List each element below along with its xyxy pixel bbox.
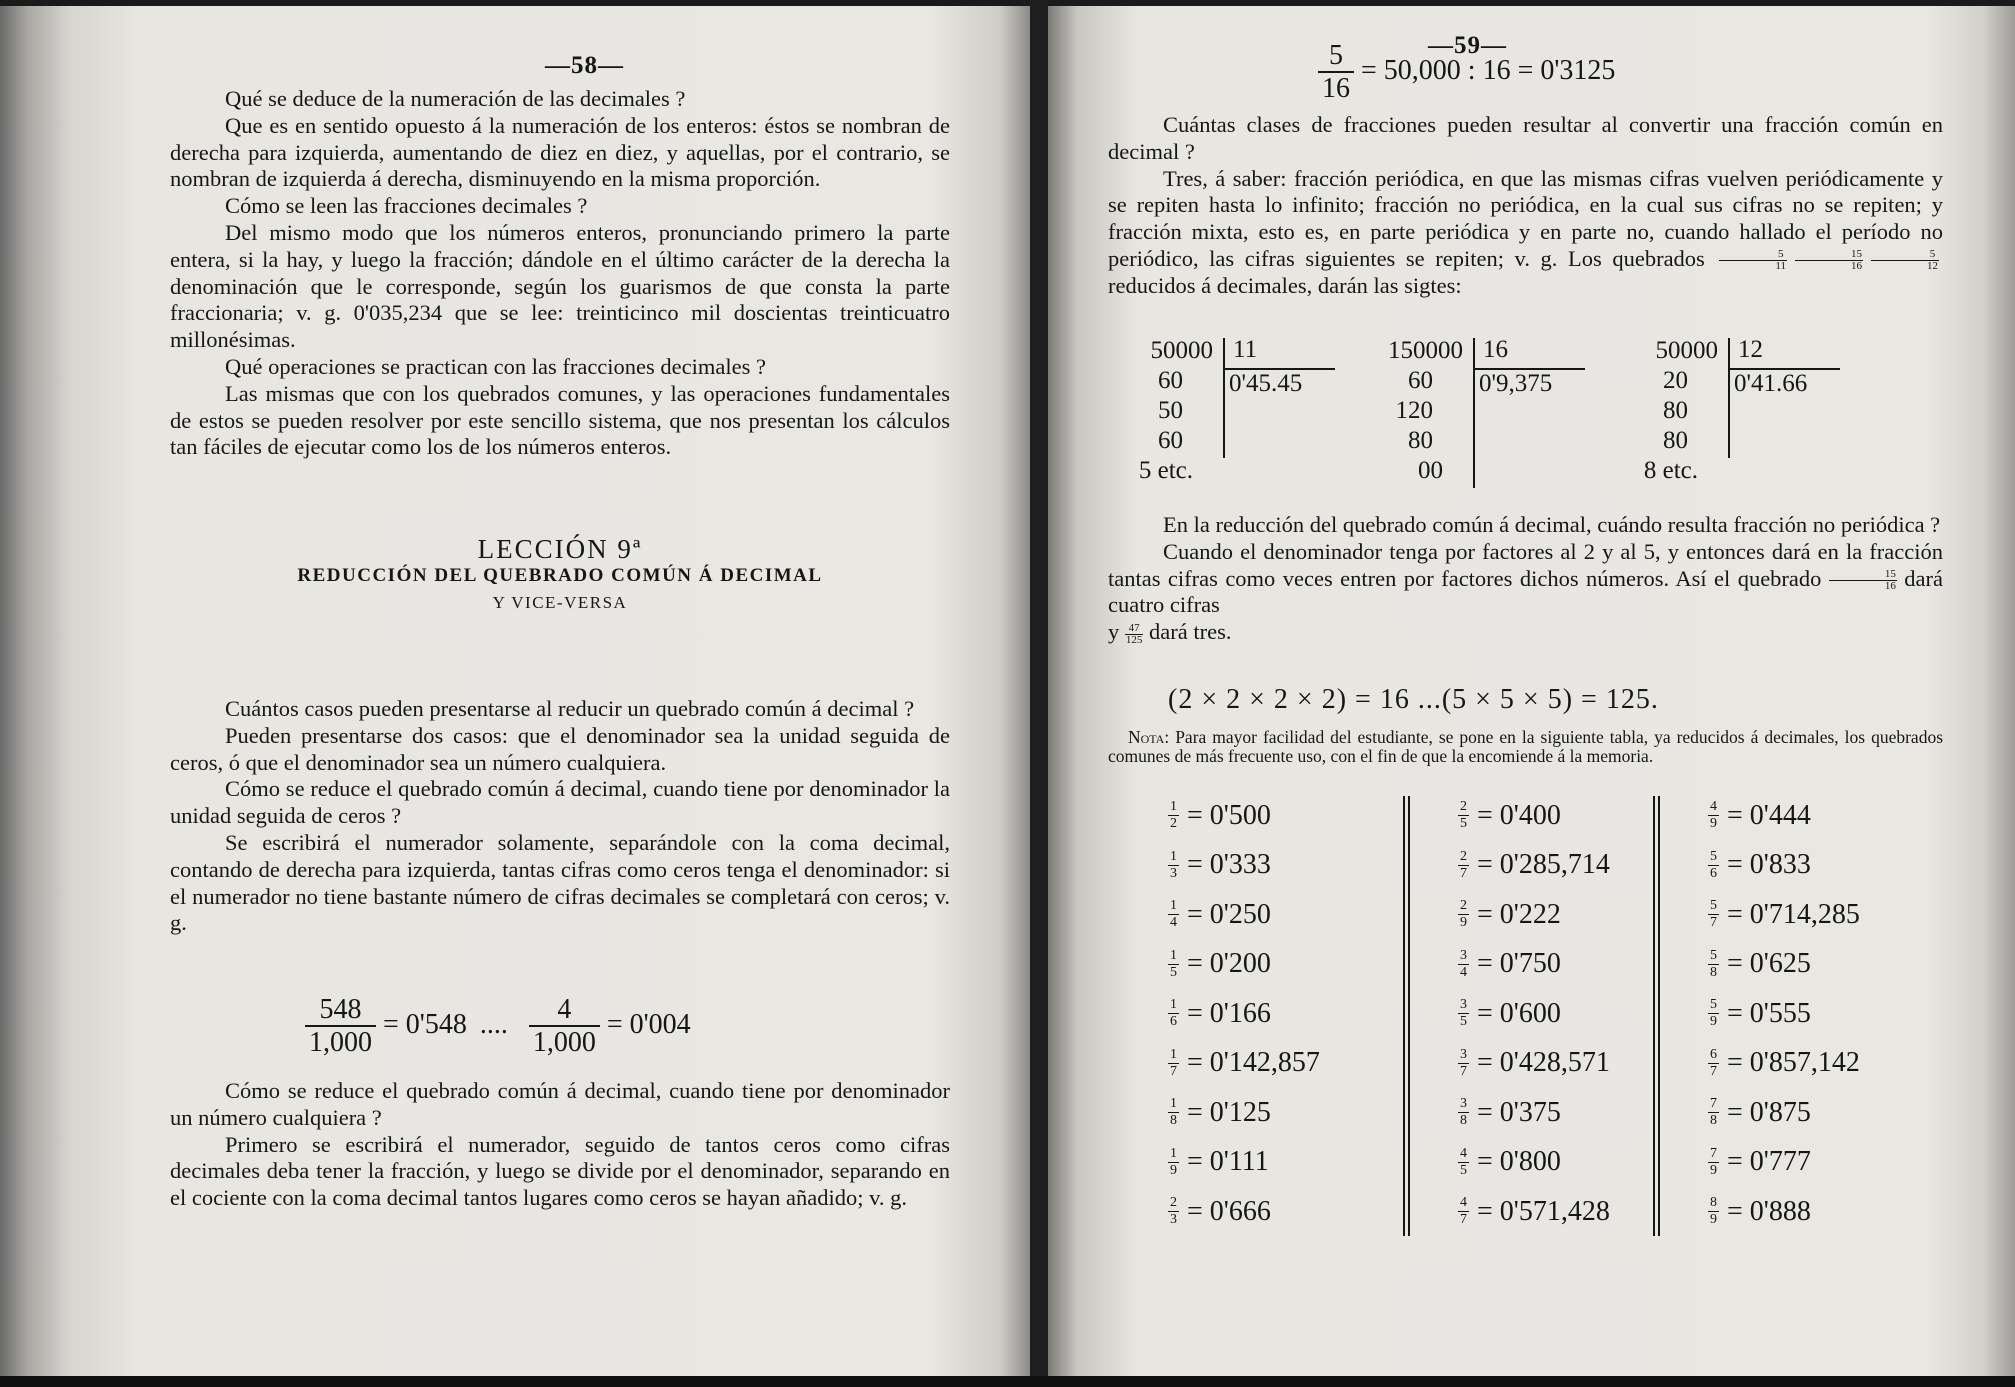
table-row <box>1708 791 1860 841</box>
division-step: 60 <box>1408 367 1433 394</box>
table-fraction: $\frac{7}{9}$ <box>1710 1145 1717 1178</box>
table-column-2 <box>1708 791 1860 1237</box>
table-decimal-value: = 0'428,571 <box>1477 1047 1610 1079</box>
table-separator <box>1658 796 1660 1236</box>
table-decimal-value: = 0'125 <box>1187 1096 1271 1128</box>
table-fraction: $\frac{1}{7}$ <box>1170 1046 1177 1079</box>
answer-5: Las mismas que con los quebrados comunes, y las operaciones fundamentales de estos se pueden resolver por este sencillo sistema, que nos presentan los cálculos tan fáciles de ejecutar como los de los números enteros. <box>170 380 950 460</box>
table-fraction: $\frac{5}{6}$ <box>1710 848 1717 881</box>
table-separator <box>1653 796 1655 1236</box>
table-row <box>1168 1138 1320 1188</box>
page-number-right: —59— <box>1428 32 1507 59</box>
section-title: REDUCCIÓN DEL QUEBRADO COMÚN Á DECIMAL <box>297 564 823 586</box>
note-block <box>1108 728 1943 766</box>
table-separator <box>1403 796 1405 1236</box>
table-fraction: $\frac{3}{8}$ <box>1460 1096 1467 1129</box>
division-step: 150000 <box>1388 337 1463 364</box>
table-row <box>1458 1138 1610 1188</box>
table-fraction: $\frac{1}{8}$ <box>1170 1096 1177 1129</box>
answer-fraction-types: Tres, á saber: fracción periódica, en que las mismas cifras vuelven periódicamente y se repiten hasta lo infinito; fracción no periódica, en la cual sus cifras no se repiten; y fracción mixta, esto es, en parte periódica y en parte no, cuando hallado el período no periódico, las cifras siguientes se repiten; v. g. Los quebrados $\frac{5}{11}$ $\frac{15}{16}$ $\frac{5}{12}$ reducidos á decimales, darán las sigtes: <box>1108 165 1943 298</box>
table-fraction: $\frac{1}{3}$ <box>1170 848 1177 881</box>
division-quotient: 0'41.66 <box>1734 370 1808 397</box>
table-decimal-value: = 0'142,857 <box>1187 1047 1320 1079</box>
table-row <box>1458 940 1610 990</box>
question-4: Qué operaciones se practican con las fracciones decimales ? <box>225 353 766 379</box>
question-0: Cuántos casos pueden presentarse al reducir un quebrado común á decimal ? <box>225 696 915 721</box>
division-bar <box>1223 338 1225 458</box>
right-text-block-2 <box>1108 512 1943 646</box>
division-divisor: 11 <box>1233 336 1258 363</box>
fraction-decimal-table <box>1118 791 1978 1241</box>
table-row <box>1168 1088 1320 1138</box>
table-decimal-value: = 0'800 <box>1477 1146 1561 1178</box>
table-row <box>1168 890 1320 940</box>
table-decimal-value: = 0'555 <box>1727 997 1811 1029</box>
book-gutter <box>1030 0 1048 1387</box>
example-result-1: = 0'548 <box>383 1008 467 1040</box>
table-fraction: $\frac{5}{9}$ <box>1710 997 1717 1030</box>
table-decimal-value: = 0'600 <box>1477 997 1561 1029</box>
table-row <box>1708 1138 1860 1188</box>
division-dividend <box>1598 336 1718 486</box>
table-decimal-value: = 0'333 <box>1187 849 1271 881</box>
question-non-periodic: En la reducción del quebrado común á decimal, cuándo resulta fracción no periódica ? <box>1163 512 1941 537</box>
left-text-block-3 <box>170 1078 950 1212</box>
factor-formula: (2 × 2 × 2 × 2) = 16 ...(5 × 5 × 5) = 125. <box>1168 684 1659 715</box>
table-row <box>1708 890 1860 940</box>
table-decimal-value: = 0'750 <box>1477 948 1561 980</box>
table-decimal-value: = 0'888 <box>1727 1195 1811 1227</box>
table-decimal-value: = 0'625 <box>1727 948 1811 980</box>
table-fraction: $\frac{1}{6}$ <box>1170 997 1177 1030</box>
table-fraction: $\frac{2}{3}$ <box>1170 1195 1177 1228</box>
answer-3: Se escribirá el numerador solamente, separándole con la coma decimal, contando de derecha para izquierda, tantas cifras como ceros tenga el denominador: si el numerador no tiene bastante número de cifras decimales se completará con ceros; v. g. <box>170 829 950 936</box>
example-dots: .... <box>479 1008 508 1040</box>
table-row <box>1168 791 1320 841</box>
example-small-fractions <box>1715 246 1943 271</box>
table-fraction: $\frac{2}{5}$ <box>1460 799 1467 832</box>
table-row <box>1168 1187 1320 1237</box>
division-step: 80 <box>1663 397 1688 424</box>
example-fractions <box>305 996 691 1057</box>
bottom-edge <box>0 1376 2015 1387</box>
note-label: Nota: <box>1128 727 1170 747</box>
table-decimal-value: = 0'250 <box>1187 898 1271 930</box>
answer-1: Que es en sentido opuesto á la numeración de los enteros: éstos se nombran de derecha para izquierda, aumentando de diez en diez, y aquellas, por el contrario, se nombran de izquierda á derecha, disminuyendo en la misma proporción. <box>170 112 950 192</box>
division-step: 20 <box>1663 367 1688 394</box>
example-result-2: = 0'004 <box>606 1008 691 1040</box>
table-decimal-value: = 0'500 <box>1187 799 1271 831</box>
table-decimal-value: = 0'777 <box>1727 1146 1811 1178</box>
table-row <box>1458 841 1610 891</box>
note-text: Para mayor facilidad del estudiante, se pone en la siguiente tabla, ya reducidos á decimales, los quebrados comunes de más frecuente uso, con el fin de que la encomiende á la memoria. <box>1108 727 1944 766</box>
top-formula: $\frac{5}{16}$ = 50,000 : 16 = 0'3125 <box>1318 42 1615 103</box>
page-number-left: —58— <box>545 52 624 79</box>
table-decimal-value: = 0'666 <box>1187 1195 1271 1227</box>
table-fraction: $\frac{1}{5}$ <box>1170 947 1177 980</box>
table-decimal-value: = 0'444 <box>1727 799 1811 831</box>
division-step: 5 etc. <box>1138 457 1193 484</box>
table-fraction: $\frac{5}{8}$ <box>1710 947 1717 980</box>
division-divisor: 16 <box>1483 336 1508 363</box>
table-row <box>1708 940 1860 990</box>
lesson-title: LECCIÓN 9ª <box>477 534 643 564</box>
table-fraction: $\frac{7}{8}$ <box>1710 1096 1717 1129</box>
right-text-block-1 <box>1108 112 1943 300</box>
division-bar <box>1728 338 1730 458</box>
table-fraction: $\frac{5}{7}$ <box>1710 898 1717 931</box>
question-0: Qué se deduce de la numeración de las decimales ? <box>225 86 686 111</box>
table-decimal-value: = 0'222 <box>1477 898 1561 930</box>
table-decimal-value: = 0'875 <box>1727 1096 1811 1128</box>
division-step: 00 <box>1418 457 1443 484</box>
table-fraction: $\frac{4}{7}$ <box>1460 1195 1467 1228</box>
answer-3: Del mismo modo que los números enteros, pronunciando primero la parte entera, si la hay, y luego la fracción; dándole en el último carácter de la derecha la denominación que le corresponde, según los guarismos de que consta la parte fraccionaria; v. g. 0'035,234 que se lee: treinticinco mil doscientas treinticuatro millonésimas. <box>170 219 950 353</box>
answer-1: Pueden presentarse dos casos: que el denominador sea la unidad seguida de ceros, ó que el denominador sea un número cualquiera. <box>170 722 950 775</box>
table-row <box>1168 989 1320 1039</box>
division-divisor: 12 <box>1738 336 1763 363</box>
left-page <box>0 6 1030 1376</box>
table-decimal-value: = 0'714,285 <box>1727 898 1860 930</box>
table-row <box>1708 841 1860 891</box>
table-separator <box>1408 796 1410 1236</box>
table-decimal-value: = 0'571,428 <box>1477 1195 1610 1227</box>
question-0: Cómo se reduce el quebrado común á decimal, cuando tiene por denominador un número cualquiera ? <box>170 1078 950 1130</box>
table-decimal-value: = 0'857,142 <box>1727 1047 1860 1079</box>
table-row <box>1458 1039 1610 1089</box>
division-step: 50000 <box>1655 337 1718 364</box>
table-fraction: $\frac{8}{9}$ <box>1710 1195 1717 1228</box>
table-row <box>1458 989 1610 1039</box>
table-fraction: $\frac{1}{4}$ <box>1170 898 1177 931</box>
division-step: 8 etc. <box>1643 457 1698 484</box>
table-column-0 <box>1168 791 1320 1237</box>
left-text-block-2 <box>170 696 950 937</box>
table-row <box>1458 1088 1610 1138</box>
small-fraction-0: $\frac{5}{11}$ <box>1719 249 1787 272</box>
answer-non-periodic: Cuando el denominador tenga por factores al 2 y al 5, y entonces dará en la fracción tantas cifras como veces entren por factores dichos números. Así el quebrado $\frac{15}{16}$ dará cuatro cifras <box>1108 538 1944 618</box>
table-row <box>1168 940 1320 990</box>
small-fraction-2: $\frac{5}{12}$ <box>1871 249 1939 272</box>
division-quotient: 0'45.45 <box>1229 370 1303 397</box>
table-fraction: $\frac{1}{2}$ <box>1170 799 1177 832</box>
table-column-1 <box>1458 791 1610 1237</box>
answer-non-periodic-cont: y $\frac{47}{125}$ dará tres. <box>1108 619 1232 646</box>
question-fraction-types: Cuántas clases de fracciones pueden resultar al convertir una fracción común en decimal ? <box>1108 112 1943 164</box>
table-row <box>1168 1039 1320 1089</box>
table-row <box>1458 791 1610 841</box>
table-decimal-value: = 0'166 <box>1187 997 1271 1029</box>
table-fraction: $\frac{4}{9}$ <box>1710 799 1717 832</box>
division-dividend <box>1323 336 1463 486</box>
table-row <box>1168 841 1320 891</box>
answer-1: Primero se escribirá el numerador, seguido de tantos ceros como cifras decimales deba tener la fracción, y luego se divide por el denominador, separando en el cociente con la coma decimal tantos lugares como ceros se hayan añadido; v. g. <box>170 1131 950 1211</box>
table-fraction: $\frac{4}{5}$ <box>1460 1145 1467 1178</box>
example-fraction-2: $\frac{4}{1,000}$ <box>529 996 600 1057</box>
section-subtitle: Y VICE-VERSA <box>492 592 628 612</box>
division-step: 80 <box>1663 427 1688 454</box>
division-step: 60 <box>1158 367 1183 394</box>
table-row <box>1458 1187 1610 1237</box>
table-fraction: $\frac{6}{7}$ <box>1710 1046 1717 1079</box>
table-fraction: $\frac{3}{5}$ <box>1460 997 1467 1030</box>
division-quotient: 0'9,375 <box>1479 370 1553 397</box>
table-row <box>1708 1088 1860 1138</box>
right-page <box>1048 6 2015 1376</box>
division-step: 50 <box>1158 397 1183 424</box>
lesson-heading-block <box>170 536 950 616</box>
table-fraction: $\frac{2}{7}$ <box>1460 848 1467 881</box>
table-decimal-value: = 0'200 <box>1187 948 1271 980</box>
question-2: Cómo se reduce el quebrado común á decimal, cuando tiene por denominador la unidad seguida de ceros ? <box>170 776 950 829</box>
table-fraction: $\frac{1}{9}$ <box>1170 1145 1177 1178</box>
table-decimal-value: = 0'375 <box>1477 1096 1561 1128</box>
left-text-block-1 <box>170 86 950 461</box>
example-fraction-1: $\frac{548}{1,000}$ <box>305 996 376 1057</box>
table-row <box>1708 1187 1860 1237</box>
division-step: 80 <box>1408 427 1433 454</box>
table-row <box>1708 1039 1860 1089</box>
division-step: 60 <box>1158 427 1183 454</box>
division-step: 120 <box>1395 397 1433 424</box>
division-step: 50000 <box>1150 337 1213 364</box>
table-fraction: $\frac{3}{4}$ <box>1460 947 1467 980</box>
table-decimal-value: = 0'285,714 <box>1477 849 1610 881</box>
table-fraction: $\frac{3}{7}$ <box>1460 1046 1467 1079</box>
table-decimal-value: = 0'833 <box>1727 849 1811 881</box>
table-decimal-value: = 0'400 <box>1477 799 1561 831</box>
division-bar <box>1473 338 1475 488</box>
small-fraction-1: $\frac{15}{16}$ <box>1795 249 1863 272</box>
table-fraction: $\frac{2}{9}$ <box>1460 898 1467 931</box>
table-row <box>1458 890 1610 940</box>
table-decimal-value: = 0'111 <box>1187 1146 1269 1178</box>
question-2: Cómo se leen las fracciones decimales ? <box>225 193 588 219</box>
table-row <box>1708 989 1860 1039</box>
division-dividend <box>1093 336 1213 486</box>
long-divisions <box>1093 336 1993 506</box>
